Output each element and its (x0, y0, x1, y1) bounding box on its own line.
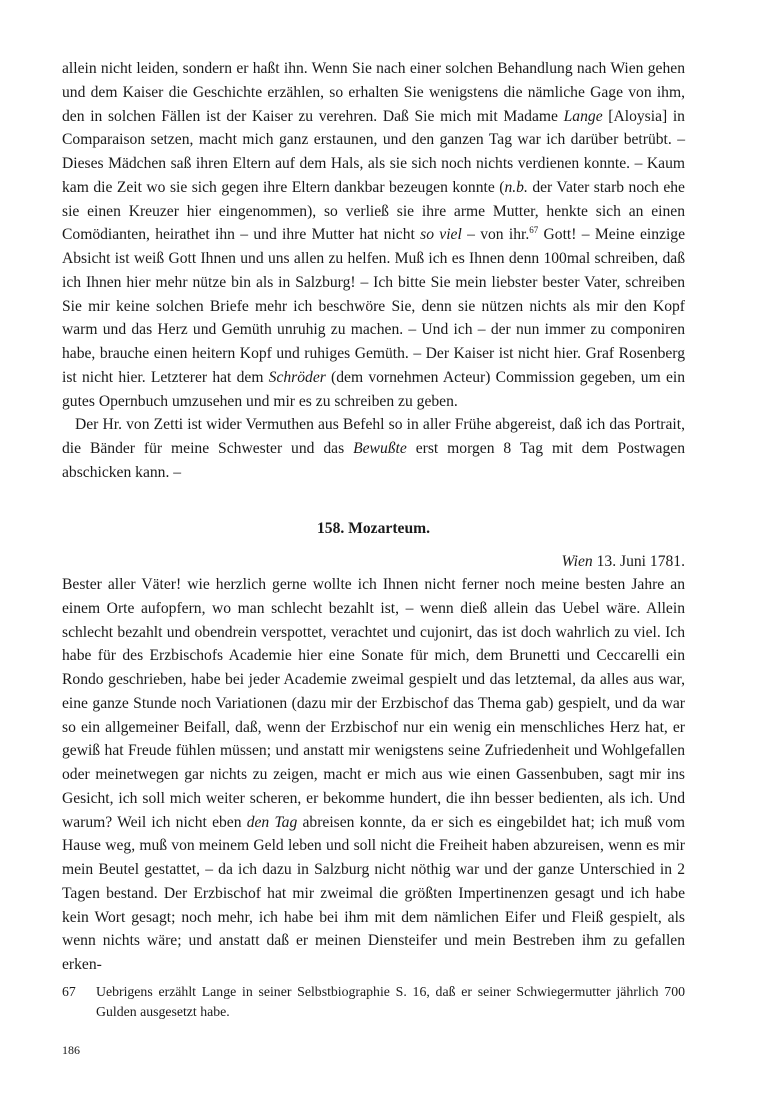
letter-body (62, 573, 685, 977)
continuation-text (62, 57, 685, 485)
continuation-paragraph-1: allein nicht leiden, sondern er haßt ihn. Wenn Sie nach einer solchen Behandlung nach Wien gehen und dem Kaiser die Geschichte erzählen, so erhalten Sie wenigstens die nämliche Gage von ihm, den in solchen Fällen ist der Kaiser zu verehren. Daß Sie mich mit Madame Lange [Aloysia] in Comparaison setzen, macht mich ganz erstaunen, und den ganzen Tag war ich darüber betrübt. – Dieses Mädchen saß ihren Eltern auf dem Hals, als sie sich noch nichts verdienen konnte. – Kaum kam die Zeit wo sie sich gegen ihre Eltern dankbar bezeugen konnte (n.b. der Vater starb noch ehe sie einen Kreuzer hier eingenommen), so verließ sie ihre arme Mutter, henkte sich an einen Comödianten, heirathet ihn – und ihre Mutter hat nicht so viel – von ihr.$^{67}$ Gott! – Meine einzige Absicht ist weiß Gott Ihnen und uns allen zu helfen. Muß ich es Ihnen denn 100mal schreiben, daß ich Ihnen hier mehr nütze bin als in Salzburg! – Ich bitte Sie mein liebster bester Vater, schreiben Sie mir keine solchen Briefe mehr ich beschwöre Sie, denn sie nützen nichts als mir den Kopf warm und das Herz und Gemüth unruhig zu machen. – Und ich – der nun immer zu componiren habe, brauche einen heitern Kopf und ruhiges Gemüth. – Der Kaiser ist nicht hier. Graf Rosenberg ist nicht hier. Letzterer hat dem Schröder (dem vornehmen Acteur) Commission gegeben, um ein gutes Opernbuch umzusehen und mir es zu schreiben zu geben. (62, 60, 685, 410)
continuation-paragraph-2: Der Hr. von Zetti ist wider Vermuthen aus Befehl so in aller Frühe abgereist, daß ich das Portrait, die Bänder für meine Schwester und das Bewußte erst morgen 8 Tag mit dem Postwagen abschicken kann. – (62, 416, 685, 481)
date-rest: 13. Juni 1781. (592, 553, 685, 570)
italic-text: den Tag (246, 813, 298, 831)
letter-paragraph: Bester aller Väter! wie herzlich gerne wollte ich Ihnen nicht ferner noch meine besten Jahre an einem Orte aufopfern, wo man schlecht bezahlt ist, – wenn dieß allein das Uebel wäre. Allein schlecht bezahlt und obendrein verspottet, verachtet und cujonirt, das ist doch wahrlich zu viel. Ich habe für des Erzbischofs Academie hier eine Sonate für mich, dem Brunetti und Ceccarelli ein Rondo geschrieben, habe bei jeder Academie zweimal gespielt und das letztemal, da alles aus war, eine ganze Stunde noch Variationen (dazu mir der Erzbischof das Thema gab) gespielt, und da war so ein allgemeiner Beifall, daß, wenn der Erzbischof nur ein wenig ein menschliches Herz hat, er gewiß hat Freude fühlen müssen; und anstatt mir wenigstens seine Zufriedenheit und Wohlgefallen oder meinetwegen gar nichts zu zeigen, macht er mich aus wie einen Gassenbuben, sagt mir ins Gesicht, ich soll mich weiter scheren, er bekomme hundert, die ihn besser bedienten, als ich. Und warum? Weil ich nicht eben den Tag abreisen konnte, da er sich es eingebildet hat; ich muß vom Hause weg, muß von meinem Geld leben und soll nicht die Freiheit haben abzureisen, wenn es mir mein Beutel gestattet, – da ich dazu in Salzburg nicht nöthig war und der ganze Unterschied in 2 Tagen bestand. Der Erzbischof hat mir zweimal die größten Impertinenzen gesagt und ich habe kein Wort gesagt; noch mehr, ich habe bei ihm mit dem nämlichen Eifer und Fleiß gespielt, als wenn nichts wäre; und anstatt daß er meinen Diensteifer und mein Bestreben ihm zu gefallen erken- (62, 576, 685, 973)
date-city: Wien (561, 553, 593, 570)
page-number: 186 (62, 1043, 80, 1057)
italic-text: n.b. (504, 178, 528, 196)
footnote (62, 982, 685, 1022)
italic-text: Schröder (268, 368, 326, 386)
italic-text: Bewußte (353, 440, 407, 457)
italic-text: so viel (420, 226, 462, 244)
letter-heading: 158. Mozarteum. (316, 520, 431, 537)
letter-dateline (562, 550, 685, 574)
footnote-text: Uebrigens erzählt Lange in seiner Selbstbiographie S. 16, daß er seiner Schwiegermutter jährlich 700 Gulden ausgesetzt habe. (96, 984, 685, 1019)
italic-text: Lange (563, 107, 603, 125)
footnote-number: 67 (62, 984, 76, 999)
footnote-reference[interactable]: 67 (529, 225, 539, 236)
